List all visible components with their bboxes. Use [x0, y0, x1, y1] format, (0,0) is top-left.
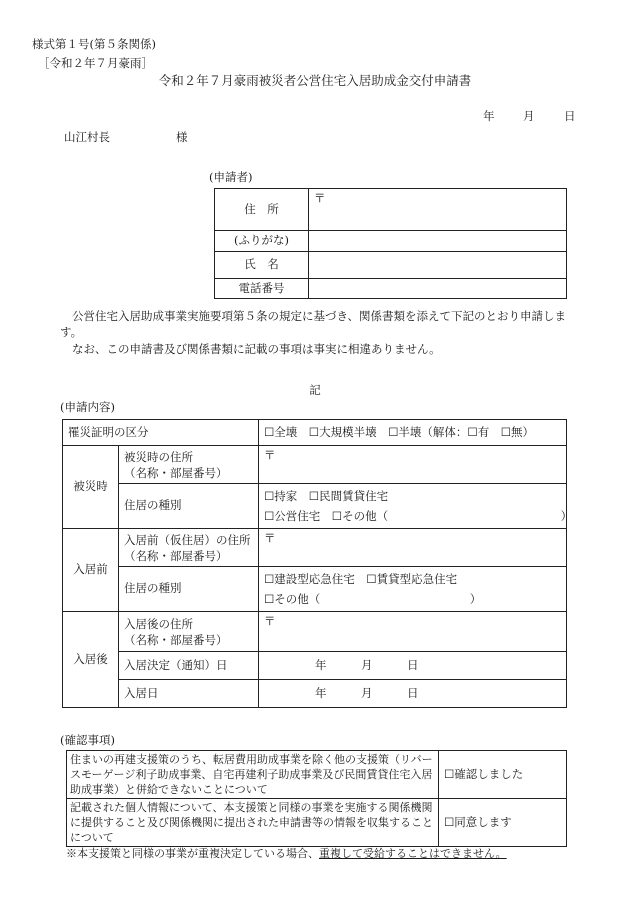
note-underlined: 重複して受給することはできません。 [319, 847, 507, 860]
certificate-row [63, 420, 567, 446]
disaster-address-row [63, 446, 567, 484]
before-housing-label: 住居の種別 [119, 567, 259, 612]
name-field[interactable] [309, 251, 567, 278]
after-address-field[interactable]: 〒 [259, 612, 567, 652]
disaster-address-field[interactable]: 〒 [259, 446, 567, 484]
disaster-housing-line-1[interactable]: ☐持家 ☐民間賃貸住宅 [264, 489, 389, 503]
phone-field[interactable] [309, 278, 567, 299]
confirm-checkbox[interactable]: ☐確認しました [439, 751, 567, 799]
date-month: 月 [523, 109, 535, 123]
move-in-date-label: 入居日 [119, 680, 259, 708]
applicant-row-furigana [215, 231, 567, 252]
duplicate-note [66, 847, 507, 862]
move-in-date-field[interactable]: 年 月 日 [259, 680, 567, 708]
form-title: 令和２年７月豪雨被災者公営住宅入居助成金交付申請書 [158, 73, 472, 88]
applicant-row-name [215, 251, 567, 278]
decision-date-field[interactable]: 年 月 日 [259, 652, 567, 680]
disaster-tag: ［令和２年７月豪雨］ [38, 56, 153, 70]
decision-date-row [63, 652, 567, 680]
applicant-row-phone [215, 278, 567, 299]
disaster-address-label: 被災時の住所 （名称・部屋番号） [119, 446, 259, 484]
name-label: 氏 名 [215, 251, 309, 278]
section-after: 入居後 [63, 612, 119, 708]
confirmation-heading: (確認事項) [60, 733, 115, 747]
note-prefix: ※本支援策と同様の事業が重複決定している場合、 [66, 847, 319, 860]
address-label: 住 所 [215, 189, 309, 231]
decision-date-label: 入居決定（通知）日 [119, 652, 259, 680]
before-address-label: 入居前（仮住居）の住所（名称・部屋番号） [119, 529, 259, 567]
form-number: 様式第１号(第５条関係) [32, 37, 156, 51]
after-address-row [63, 612, 567, 652]
agree-checkbox[interactable]: ☐同意します [439, 799, 567, 847]
section-disaster: 被災時 [63, 446, 119, 529]
before-address-field[interactable]: 〒 [259, 529, 567, 567]
body-paragraph-1: 公営住宅入居助成事業実施要項第５条の規定に基づき、関係書類を添えて下記のとおり申請します。 [60, 309, 567, 339]
before-housing-line-1[interactable]: ☐建設型応急住宅 ☐賃貸型応急住宅 [264, 572, 458, 586]
disaster-housing-row [63, 484, 567, 529]
application-heading: (申請内容) [60, 400, 115, 414]
disaster-housing-label: 住居の種別 [119, 484, 259, 529]
date-day: 日 [564, 109, 576, 123]
confirmation-row-1 [67, 751, 567, 799]
before-address-row [63, 529, 567, 567]
ki-label: 記 [309, 383, 321, 397]
confirmation-table [66, 750, 567, 847]
confirmation-item-2-text: 記載された個人情報について、本支援策と同様の事業を実施する関係機関に提供すること及び関係機関に提出された申請書等の情報を収集することについて [67, 799, 439, 847]
applicant-table [214, 188, 567, 299]
before-housing-row [63, 567, 567, 612]
section-before: 入居前 [63, 529, 119, 612]
furigana-field[interactable] [309, 231, 567, 252]
address-field[interactable]: 〒 [309, 189, 567, 231]
disaster-housing-line-2[interactable]: ☐公営住宅 ☐その他（ ） [264, 509, 573, 523]
application-table [62, 419, 573, 708]
confirmation-item-1-text: 住まいの再建支援策のうち、転居費用助成事業を除く他の支援策（リバースモーゲージ利子助成事業、自宅再建利子助成事業及び民間賃貸住宅入居助成事業）と併給できないことについて [67, 751, 439, 799]
certificate-label: 罹災証明の区分 [63, 420, 259, 446]
applicant-row-address [215, 189, 567, 231]
furigana-label: (ふりがな) [215, 231, 309, 252]
applicant-heading: (申請者) [209, 170, 253, 184]
body-paragraph-2: なお、この申請書及び関係書類に記載の事項は事実に相違ありません。 [72, 342, 441, 356]
confirmation-row-2 [67, 799, 567, 847]
certificate-options[interactable]: ☐全壊 ☐大規模半壊 ☐半壊（解体：☐有 ☐無） [259, 420, 567, 446]
phone-label: 電話番号 [215, 278, 309, 299]
after-address-label: 入居後の住所 （名称・部屋番号） [119, 612, 259, 652]
before-housing-options[interactable] [259, 567, 567, 612]
date-year: 年 [483, 109, 495, 123]
move-in-date-row [63, 680, 567, 708]
addressee: 山江村長 [64, 130, 110, 144]
honorific: 様 [176, 130, 188, 144]
disaster-housing-options[interactable] [259, 484, 573, 529]
before-housing-line-2[interactable]: ☐その他（ ） [264, 592, 482, 606]
